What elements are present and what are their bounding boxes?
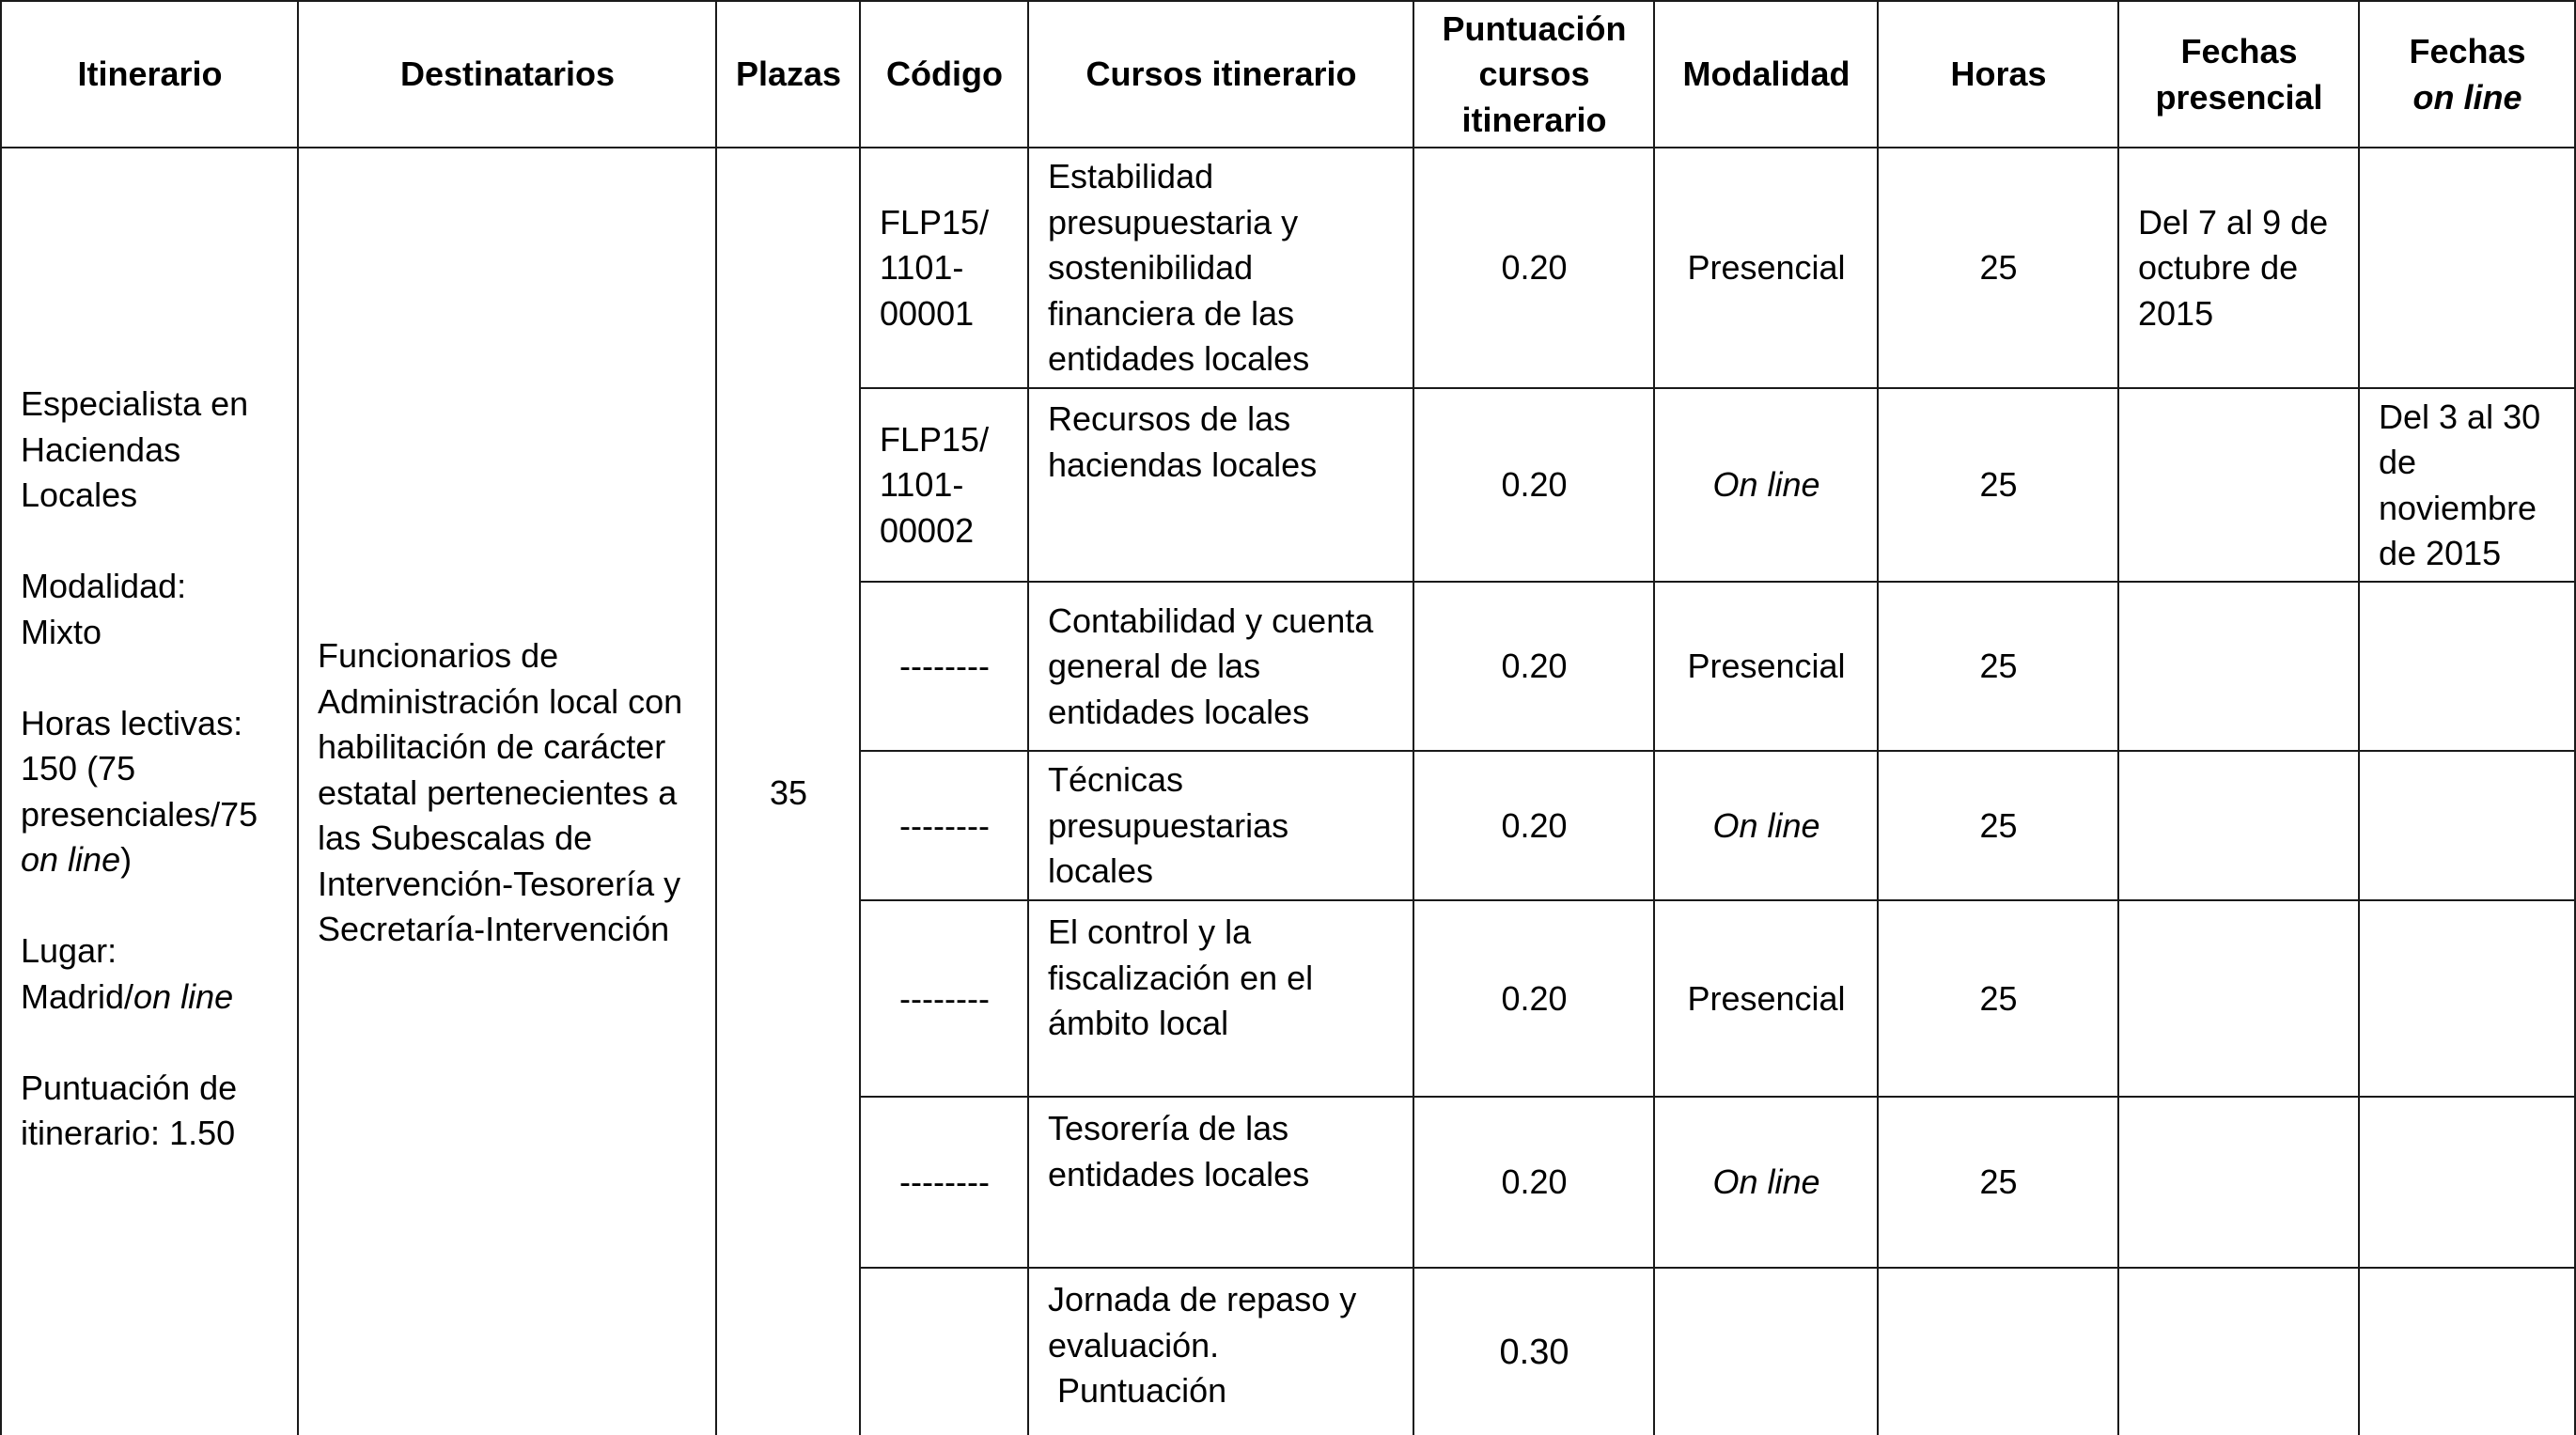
row3-puntuacion: 0.20 <box>1501 647 1568 686</box>
row6-horas: 25 <box>1979 1162 2018 1202</box>
row4-curso: Técnicas presupuestarias locales <box>1048 760 1289 891</box>
row4-modalidad: On line <box>1712 805 1820 845</box>
header-destinatarios: Destinatarios <box>399 55 616 94</box>
row1-modalidad: Presencial <box>1687 248 1846 288</box>
row6-curso: Tesorería de las entidades locales <box>1048 1109 1310 1193</box>
row5-curso: El control y la fiscalización en el ámbito local <box>1048 912 1314 1042</box>
row2-fechas-online: Del 3 al 30 de noviembre de 2015 <box>2379 397 2541 572</box>
row1-codigo: FLP15/ 1101- 00001 <box>880 202 990 333</box>
row4-codigo: -------- <box>899 805 990 845</box>
row4-puntuacion: 0.20 <box>1501 805 1568 845</box>
row2-puntuacion: 0.20 <box>1501 465 1568 505</box>
header-fechas-online: Fechas on line <box>2409 32 2526 117</box>
itinerary-description: Especialista en Haciendas Locales Modalidad: Mixto Horas lectivas: 150 (75 presenciales/75 on line) Lugar: Madrid/on line Puntuación de itinerario: 1.50 <box>21 384 258 1152</box>
row1-curso: Estabilidad presupuestaria y sostenibilidad financiera de las entidades locales <box>1048 157 1310 379</box>
row2-codigo: FLP15/ 1101- 00002 <box>880 419 990 550</box>
header-itinerario: Itinerario <box>77 55 223 94</box>
row2-horas: 25 <box>1979 465 2018 505</box>
header-plazas: Plazas <box>735 55 842 94</box>
row5-horas: 25 <box>1979 978 2018 1018</box>
row3-codigo: -------- <box>899 647 990 686</box>
row1-puntuacion: 0.20 <box>1501 248 1568 288</box>
row5-modalidad: Presencial <box>1687 978 1846 1018</box>
row7-curso: Jornada de repaso y evaluación. Puntuación <box>1048 1280 1357 1410</box>
row3-curso: Contabilidad y cuenta general de las entidades locales <box>1048 601 1374 731</box>
header-horas: Horas <box>1950 55 2047 94</box>
header-cursos: Cursos itinerario <box>1085 55 1357 94</box>
header-modalidad: Modalidad <box>1682 55 1850 94</box>
row6-puntuacion: 0.20 <box>1501 1162 1568 1202</box>
row5-puntuacion: 0.20 <box>1501 978 1568 1018</box>
plazas-cell: 35 <box>769 773 808 812</box>
destinatarios-cell: Funcionarios de Administración local con habilitación de carácter estatal pertenecientes a las Subescalas de Intervención-Tesorería y Secretaría-Intervención <box>318 636 683 948</box>
row6-codigo: -------- <box>899 1162 990 1202</box>
row3-horas: 25 <box>1979 647 2018 686</box>
row4-horas: 25 <box>1979 805 2018 845</box>
header-codigo: Código <box>886 55 1003 94</box>
row6-modalidad: On line <box>1712 1162 1820 1202</box>
row2-curso: Recursos de las haciendas locales <box>1048 399 1318 484</box>
row3-modalidad: Presencial <box>1687 647 1846 686</box>
row1-fechas-presencial: Del 7 al 9 de octubre de 2015 <box>2138 202 2329 333</box>
header-puntuacion: Puntuación cursos itinerario <box>1442 8 1627 139</box>
row7-puntuacion: 0.30 <box>1499 1333 1569 1372</box>
row1-horas: 25 <box>1979 248 2018 288</box>
row2-modalidad: On line <box>1712 465 1820 505</box>
row5-codigo: -------- <box>899 978 990 1018</box>
header-fechas-presencial: Fechas presencial <box>2155 32 2323 117</box>
